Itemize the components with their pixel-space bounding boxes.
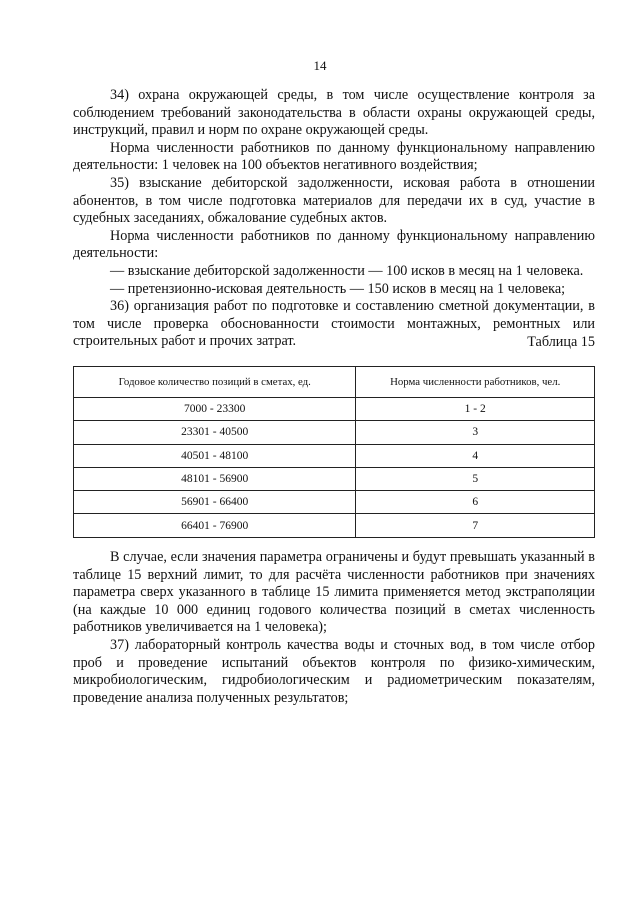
table-row <box>74 421 595 444</box>
table-header-row <box>74 367 595 398</box>
table-cell: 23301 - 40500 <box>74 421 356 444</box>
paragraph-item-35: 35) взыскание дебиторской задолженности, исковая работа в отношении абонентов, в том числе подготовка материалов для передачи их в суд, участие в судебных заседаниях, обжалование судебных актов. <box>73 174 595 227</box>
table-row <box>74 467 595 490</box>
paragraph-item-37: 37) лабораторный контроль качества воды и сточных вод, в том числе отбор проб и проведение испытаний объектов контроля по физико-химическим, микробиологическим, гидробиологическим и радиометрическим показателям, проведение анализа полученных результатов; <box>73 636 595 706</box>
table-row <box>74 398 595 421</box>
table-cell: 4 <box>356 444 595 467</box>
table-row <box>74 514 595 537</box>
text-block-lower <box>73 549 595 707</box>
paragraph-extrapolation: В случае, если значения параметра ограничены и будут превышать указанный в таблице 15 верхний лимит, то для расчёта численности работников при значениях параметра сверх указанного в таблице 15 лимита применяется метод экстраполяции (на каждые 10 000 единиц годового количества позиций в сметах численность работников увеличивается на 1 человека); <box>73 549 595 636</box>
paragraph-dash-claims: — претензионно-исковая деятельность — 150 исков в месяц на 1 человека; <box>110 280 566 297</box>
paragraph-norm-34: Норма численности работников по данному функциональному направлению деятельности: 1 человек на 100 объектов негативного воздействия; <box>73 139 595 174</box>
table-row <box>74 444 595 467</box>
table-cell: 48101 - 56900 <box>74 467 356 490</box>
page-number: 14 <box>313 58 327 73</box>
table-caption: Таблица 15 <box>527 334 595 350</box>
table-cell: 40501 - 48100 <box>74 444 356 467</box>
table-cell: 1 - 2 <box>356 398 595 421</box>
table-cell: 6 <box>356 491 595 514</box>
table-header-cell: Годовое количество позиций в сметах, ед. <box>74 367 356 398</box>
norm-table <box>73 366 595 538</box>
table-cell: 7000 - 23300 <box>74 398 356 421</box>
table-row <box>74 491 595 514</box>
table-cell: 7 <box>356 514 595 537</box>
table-cell: 66401 - 76900 <box>74 514 356 537</box>
text-block-upper <box>73 87 595 351</box>
paragraph-dash-debt: — взыскание дебиторской задолженности — 100 исков в месяц на 1 человека. <box>110 262 584 279</box>
paragraph-norm-35: Норма численности работников по данному функциональному направлению деятельности: <box>73 227 595 262</box>
paragraph-item-36: 36) организация работ по подготовке и составлению сметной документации, в том числе проверка обоснованности стоимости монтажных, ремонтных или строительных работ и прочих затрат. <box>73 298 595 350</box>
table-header-cell: Норма численности работников, чел. <box>356 367 595 398</box>
table-cell: 56901 - 66400 <box>74 491 356 514</box>
table-cell: 3 <box>356 421 595 444</box>
paragraph-item-34: 34) охрана окружающей среды, в том числе осуществление контроля за соблюдением требований законодательства в области охраны окружающей среды, инструкций, правил и норм по охране окружающей среды. <box>73 87 595 139</box>
table-cell: 5 <box>356 467 595 490</box>
